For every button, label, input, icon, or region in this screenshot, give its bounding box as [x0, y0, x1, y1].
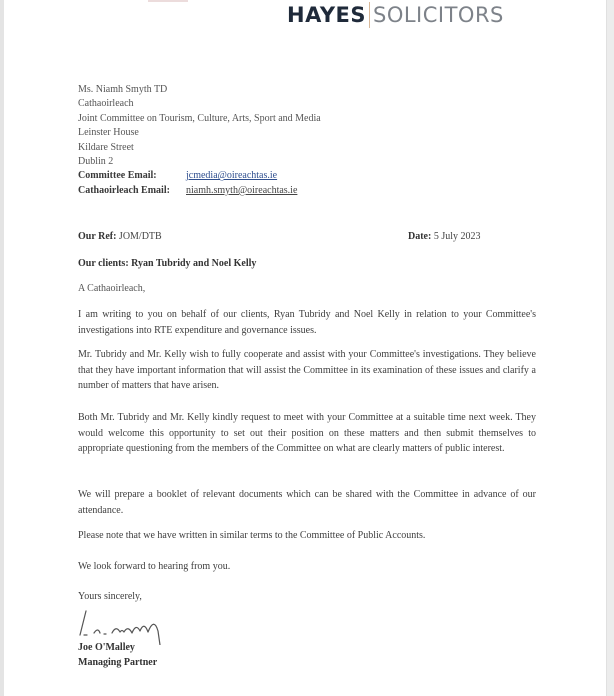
cathaoirleach-email-link[interactable]: niamh.smyth@oireachtas.ie: [186, 184, 298, 196]
date-label: Date:: [408, 231, 432, 242]
letterhead-logo: [287, 2, 504, 28]
address-line-2: Kildare Street: [78, 141, 134, 153]
logo-firm-name-secondary: SOLICITORS: [373, 3, 504, 27]
body-paragraph-4: We will prepare a booklet of relevant documents which can be shared with the Committee in advance of our attendance.: [78, 489, 536, 516]
recipient-title: Cathaoirleach: [78, 98, 134, 110]
valediction: Yours sincerely,: [78, 591, 142, 602]
letter-date: [408, 230, 481, 244]
recipient-committee: Joint Committee on Tourism, Culture, Arts, Sport and Media: [78, 112, 321, 124]
body-paragraph-1: I am writing to you on behalf of our clients, Ryan Tubridy and Noel Kelly in relation to your Committee's investigations into RTE expenditure and governance issues.: [78, 309, 536, 336]
committee-email-label: Committee Email:: [78, 170, 157, 182]
body-paragraph-2: Mr. Tubridy and Mr. Kelly wish to fully cooperate and assist with your Committee's investigations. They believe that they have important information that will assist the Committee in its examination of these issues and clarify a number of matters that have arisen.: [78, 349, 536, 391]
signer-name: Joe O'Malley: [78, 642, 135, 653]
committee-email-row: [78, 169, 321, 183]
cathaoirleach-email-label: Cathaoirleach Email:: [78, 184, 170, 196]
date-value: 5 July 2023: [433, 231, 481, 242]
subject-line: Our clients: Ryan Tubridy and Noel Kelly: [78, 258, 257, 269]
page-edge-left: [0, 0, 4, 696]
handwritten-signature-icon: [78, 605, 208, 645]
body-paragraph-5: Please note that we have written in similar terms to the Committee of Public Accounts.: [78, 530, 426, 541]
logo-firm-name-primary: HAYES: [287, 3, 366, 27]
body-paragraph-6: We look forward to hearing from you.: [78, 561, 231, 572]
address-line-3: Dublin 2: [78, 155, 114, 167]
body-paragraph-3: Both Mr. Tubridy and Mr. Kelly kindly request to meet with your Committee at a suitable time next week. They would welcome this opportunity to set out their position on these matters and then submit themselves to appropriate questioning from the members of the Committee on what are clearly matters of public interest.: [78, 412, 536, 454]
page-edge-right: [606, 0, 614, 696]
recipient-name: Ms. Niamh Smyth TD: [78, 84, 168, 95]
top-edge-mark: [148, 0, 188, 2]
salutation: A Cathaoirleach,: [78, 283, 146, 294]
logo-separator: [369, 2, 370, 28]
address-line-1: Leinster House: [78, 127, 139, 139]
signer-title: Managing Partner: [78, 657, 158, 668]
our-reference: [78, 230, 162, 244]
committee-email-link[interactable]: jcmedia@oireachtas.ie: [186, 170, 278, 182]
recipient-address-block: [78, 83, 321, 198]
ref-value: JOM/DTB: [118, 231, 162, 242]
ref-label: Our Ref:: [78, 231, 117, 242]
cathaoirleach-email-row: [78, 184, 321, 198]
